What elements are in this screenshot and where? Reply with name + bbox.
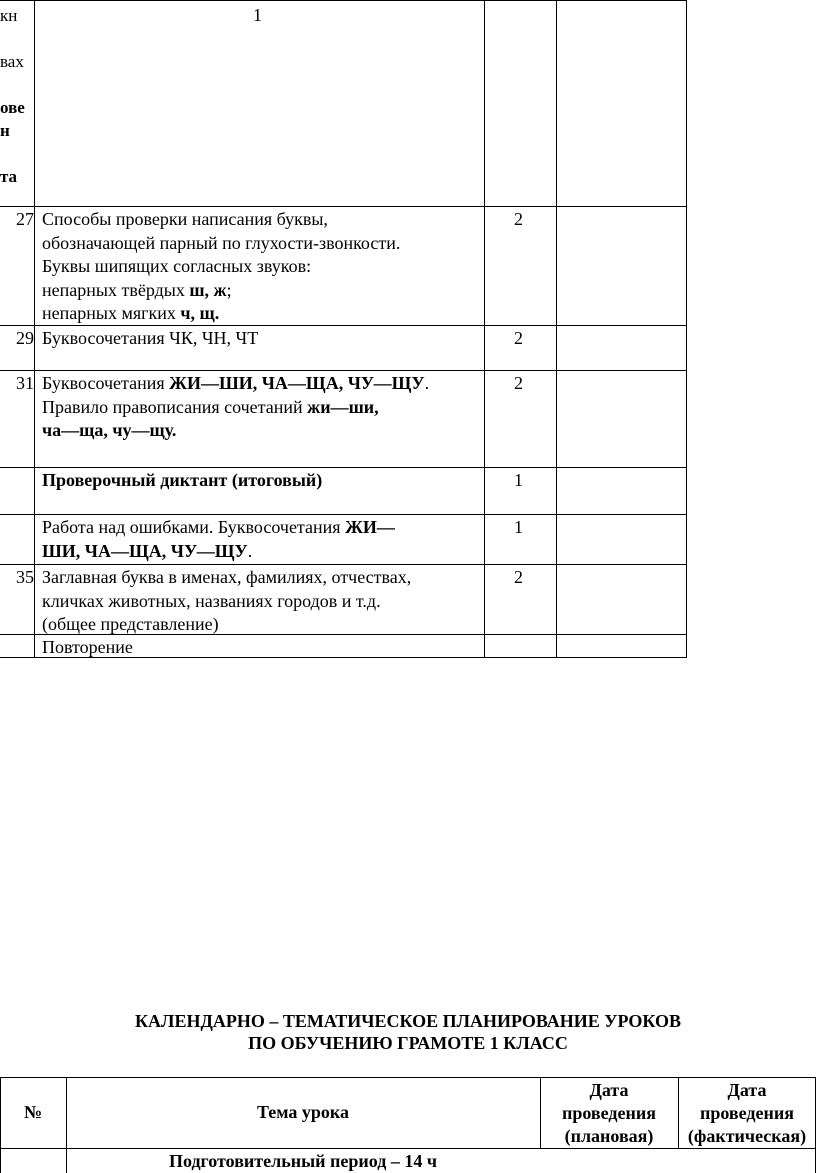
cell-fragment: та bbox=[0, 167, 18, 186]
table-row-divider bbox=[0, 467, 687, 468]
header-text: Дата bbox=[727, 1080, 767, 1100]
cell-fragment: ове bbox=[0, 98, 25, 117]
header-actual-date bbox=[678, 1079, 816, 1148]
topic-segment: кличках животных, названиях городов и т.д. bbox=[42, 590, 381, 611]
table-col-divider bbox=[34, 0, 35, 657]
table-row-divider bbox=[0, 370, 687, 371]
topic-segment: Буквосочетания ЧК, ЧН, ЧТ bbox=[42, 328, 259, 348]
row-topic-line bbox=[42, 372, 429, 396]
row-hours: 1 bbox=[514, 517, 523, 537]
topic-segment: Буквы шипящих согласных звуков: bbox=[42, 256, 312, 276]
row-topic-line bbox=[42, 590, 381, 614]
topic-segment: ; bbox=[226, 279, 232, 300]
cell-fragment: кн bbox=[0, 6, 18, 25]
table-row-divider bbox=[0, 1077, 816, 1078]
table-row-divider bbox=[0, 0, 687, 1]
table-row-divider bbox=[0, 1148, 816, 1149]
page-subtitle: ПО ОБУЧЕНИЮ ГРАМОТЕ 1 КЛАСС bbox=[248, 1033, 568, 1053]
table-col-divider bbox=[484, 0, 485, 657]
row-hours: 2 bbox=[514, 373, 523, 393]
row-hours: 2 bbox=[514, 328, 523, 348]
topic-segment: . bbox=[247, 540, 253, 561]
topic-segment: Буквосочетания bbox=[42, 373, 170, 393]
topic-segment: Правило правописания сочетаний bbox=[42, 396, 308, 417]
header-topic: Тема урока bbox=[256, 1102, 350, 1122]
table-row-divider bbox=[0, 514, 687, 515]
table-col-divider bbox=[686, 0, 687, 657]
topic-segment: ШИ, ЧА—ЩА, ЧУ—ЩУ bbox=[42, 540, 248, 561]
row-number: 31 bbox=[16, 373, 34, 393]
row-number: 35 bbox=[16, 567, 34, 587]
period-row: Подготовительный период – 14 ч bbox=[168, 1151, 438, 1171]
topic-segment: ш, ж bbox=[189, 279, 227, 300]
row-topic-line bbox=[42, 613, 219, 637]
row0-hours: 1 bbox=[253, 5, 262, 25]
header-planned-date bbox=[540, 1079, 678, 1148]
topic-segment: Повторение bbox=[42, 637, 133, 657]
table-row-divider bbox=[0, 564, 687, 565]
table-col-divider bbox=[0, 1077, 1, 1173]
row-topic-line bbox=[42, 636, 133, 660]
topic-segment: обозначающей парный по глухости-звонкости. bbox=[42, 232, 401, 253]
topic-segment: (общее представление) bbox=[42, 614, 219, 634]
topic-segment: ЖИ—ШИ, ЧА—ЩА, ЧУ—ЩУ bbox=[169, 373, 425, 393]
cell-fragment: н bbox=[0, 121, 10, 140]
row-topic-line bbox=[42, 327, 258, 351]
topic-segment: Проверочный диктант (итоговый) bbox=[42, 470, 323, 490]
row-hours: 2 bbox=[514, 209, 523, 229]
header-number: № bbox=[23, 1102, 43, 1122]
row-topic-line bbox=[42, 469, 322, 493]
table-row-divider bbox=[0, 206, 687, 207]
row-topic-line bbox=[42, 396, 379, 420]
topic-segment: ча—ща, чу—щу. bbox=[42, 420, 177, 440]
page-title: КАЛЕНДАРНО – ТЕМАТИЧЕСКОЕ ПЛАНИРОВАНИЕ УРОКОВ bbox=[135, 1011, 681, 1031]
topic-segment: Заглавная буква в именах, фамилиях, отчествах, bbox=[42, 567, 412, 587]
topic-segment: ч, щ. bbox=[180, 303, 220, 323]
row-topic-line bbox=[42, 208, 328, 232]
row-topic-line bbox=[42, 279, 232, 303]
header-text: проведения bbox=[562, 1103, 656, 1123]
row-number: 29 bbox=[16, 328, 34, 348]
topic-segment: . bbox=[424, 373, 430, 393]
row-number: 27 bbox=[16, 209, 34, 229]
row-topic-line bbox=[42, 302, 219, 326]
topic-segment: Способы проверки написания буквы, bbox=[42, 209, 328, 229]
topic-segment: ЖИ— bbox=[345, 517, 395, 537]
row-topic-line bbox=[42, 566, 411, 590]
header-text: (плановая) bbox=[564, 1126, 654, 1146]
topic-segment: Работа над ошибками. Буквосочетания bbox=[42, 517, 346, 537]
row-hours: 2 bbox=[514, 567, 523, 587]
header-text: (фактическая) bbox=[687, 1126, 807, 1146]
row-topic-line bbox=[42, 232, 400, 256]
header-text: Дата bbox=[589, 1080, 629, 1100]
row-topic-line bbox=[42, 540, 252, 564]
row-topic-line bbox=[42, 419, 176, 443]
topic-segment: жи—ши, bbox=[307, 396, 379, 417]
row-topic-line bbox=[42, 255, 311, 279]
row-topic-line bbox=[42, 516, 395, 540]
row-hours: 1 bbox=[514, 470, 523, 490]
cell-fragment: вах bbox=[0, 52, 24, 71]
topic-segment: непарных мягких bbox=[42, 303, 181, 323]
topic-segment: непарных твёрдых bbox=[42, 279, 190, 300]
table-col-divider bbox=[556, 0, 557, 657]
header-text: проведения bbox=[700, 1103, 794, 1123]
